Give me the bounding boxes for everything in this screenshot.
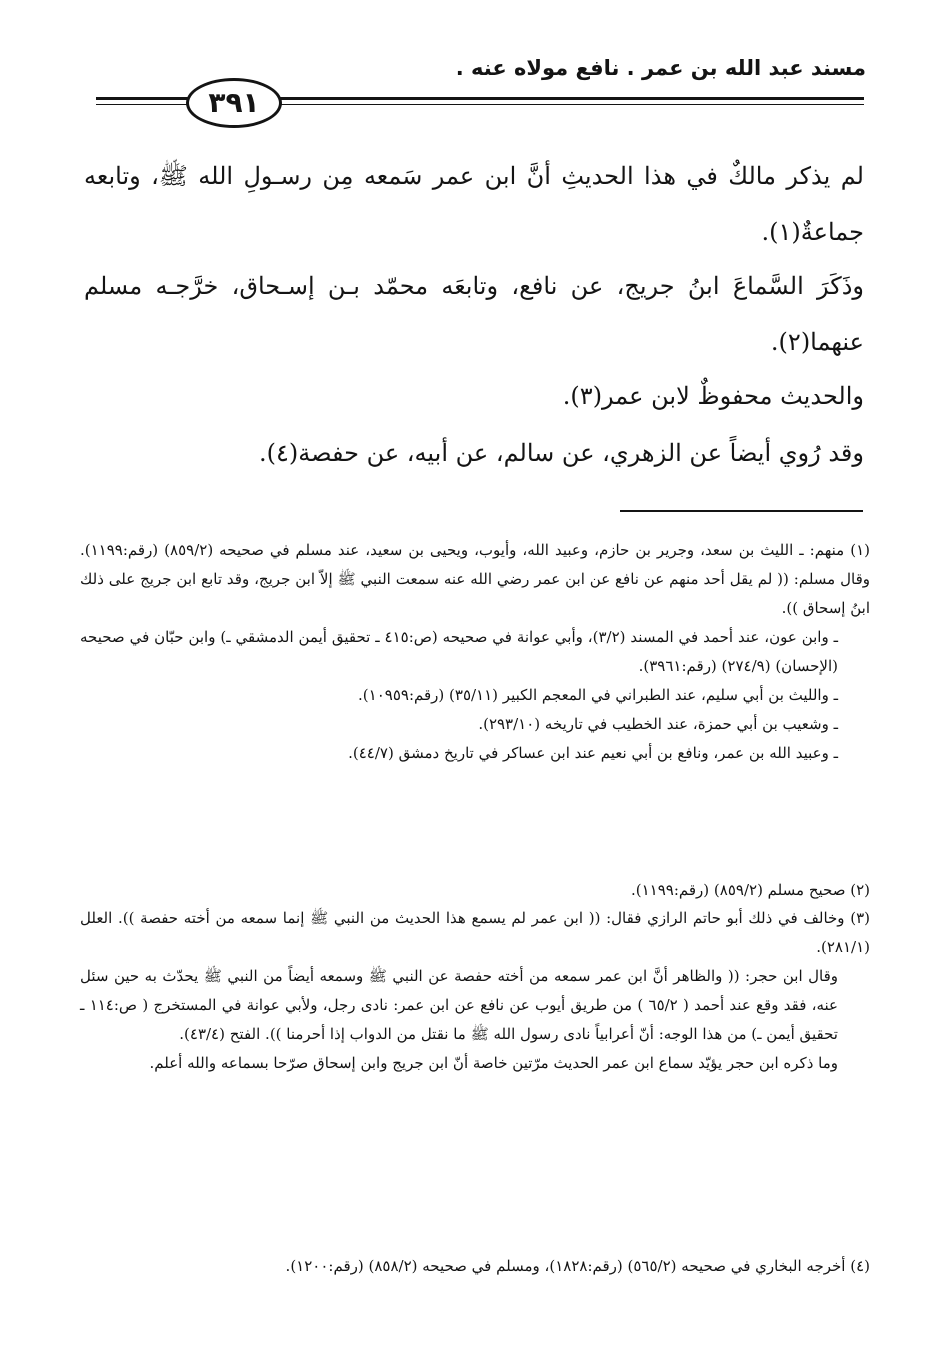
footnote-1 [80,536,870,768]
footnote-separator [620,510,863,512]
footnote-1-line: ـ وابن عون، عند أحمد في المسند (٣/٢)، وأبي عوانة في صحيحه (ص:٤١٥ ـ تحقيق أيمن الدمشقي ـ) وابن حبّان في صحيحه (الإحسان) (٢٧٤/٩) (رقم:٣٩٦١). [80,628,839,675]
footnote-1-text: (١) منهم: ـ الليث بن سعد، وجرير بن حازم، وعبيد الله، وأيوب، ويحيى بن سعيد، عند مسلم في صحيحه (٨٥٩/٢) (رقم:١١٩٩). وقال مسلم: (( لم يقل أحد منهم عن نافع عن ابن عمر رضي الله عنه سمعت النبي ﷺ إلاّ ابن جريج، وقد تابع ابن جريج على ذلك ابنُ إسحاق )). [80,541,870,617]
main-paragraph-4: وقد رُوي أيضاً عن الزهري، عن سالم، عن أبيه، عن حفصة(٤). [259,439,864,467]
main-paragraph-3: والحديث محفوظٌ لابن عمر(٣). [562,382,864,410]
main-paragraph-2: وذَكَرَ السَّماعَ ابنُ جريج، عن نافع، وتابعَه محمّد بـن إسـحاق، خرَّجـه مسلم عنهما(٢). [84,272,864,356]
footnote-2: (٢) صحيح مسلم (٨٥٩/٢) (رقم:١١٩٩). [630,881,870,899]
footnote-1-line: ـ والليث بن أبي سليم، عند الطبراني في المعجم الكبير (٣٥/١١) (رقم:١٠٩٥٩). [358,686,838,704]
footnote-4: (٤) أخرجه البخاري في صحيحه (٥٦٥/٢) (رقم:١٨٢٨)، ومسلم في صحيحه (٨٥٨/٢) (رقم:١٢٠٠). [285,1257,870,1275]
running-header-title: مسند عبد الله بن عمر . نافع مولاه عنه . [455,56,866,80]
footnote-3-text: (٣) وخالف في ذلك أبو حاتم الرازي فقال: (( ابن عمر لم يسمع هذا الحديث من النبي ﷺ إنما سمعه من أخته حفصة )). العلل (٢٨١/١). [80,909,870,956]
main-paragraph-1: لم يذكر مالكٌ في هذا الحديثِ أنَّ ابن عمر سَمعه مِن رسـولِ الله ﷺ، وتابعه جماعةٌ(١). [84,162,864,246]
footnote-3-paragraph: وقال ابن حجر: (( والظاهر أنَّ ابن عمر سمعه من أخته حفصة عن النبي ﷺ وسمعه أيضاً من النبي ﷺ يحدّث به حين سئل عنه، فقد وقع عند أحمد ( ٦٥/٢ ) من طريق أيوب عن نافع عن ابن عمر: نادى رجل، ولأبي عوانة في المستخرج ( ص:١١٤ ـ تحقيق أيمن ـ) من هذا الوجه: أنّ أعرابياً نادى رسول الله ﷺ ما نقتل من الدواب إذا أحرمنا )). الفتح (٤٣/٤). [80,967,839,1043]
footnote-3 [80,904,870,1078]
footnote-1-line: ـ وشعيب بن أبي حمزة، عند الخطيب في تاريخه (٢٩٣/١٠). [478,715,838,733]
page-number: ٣٩١ [186,78,282,128]
footnote-1-line: ـ وعبيد الله بن عمر، ونافع بن أبي نعيم عند ابن عساكر في تاريخ دمشق (٤٤/٧). [348,744,838,762]
footnote-3-paragraph: وما ذكره ابن حجر يؤيّد سماع ابن عمر الحديث مرّتين خاصة أنّ ابن جريج وابن إسحاق صرّحا بسماعه والله أعلم. [149,1054,838,1072]
